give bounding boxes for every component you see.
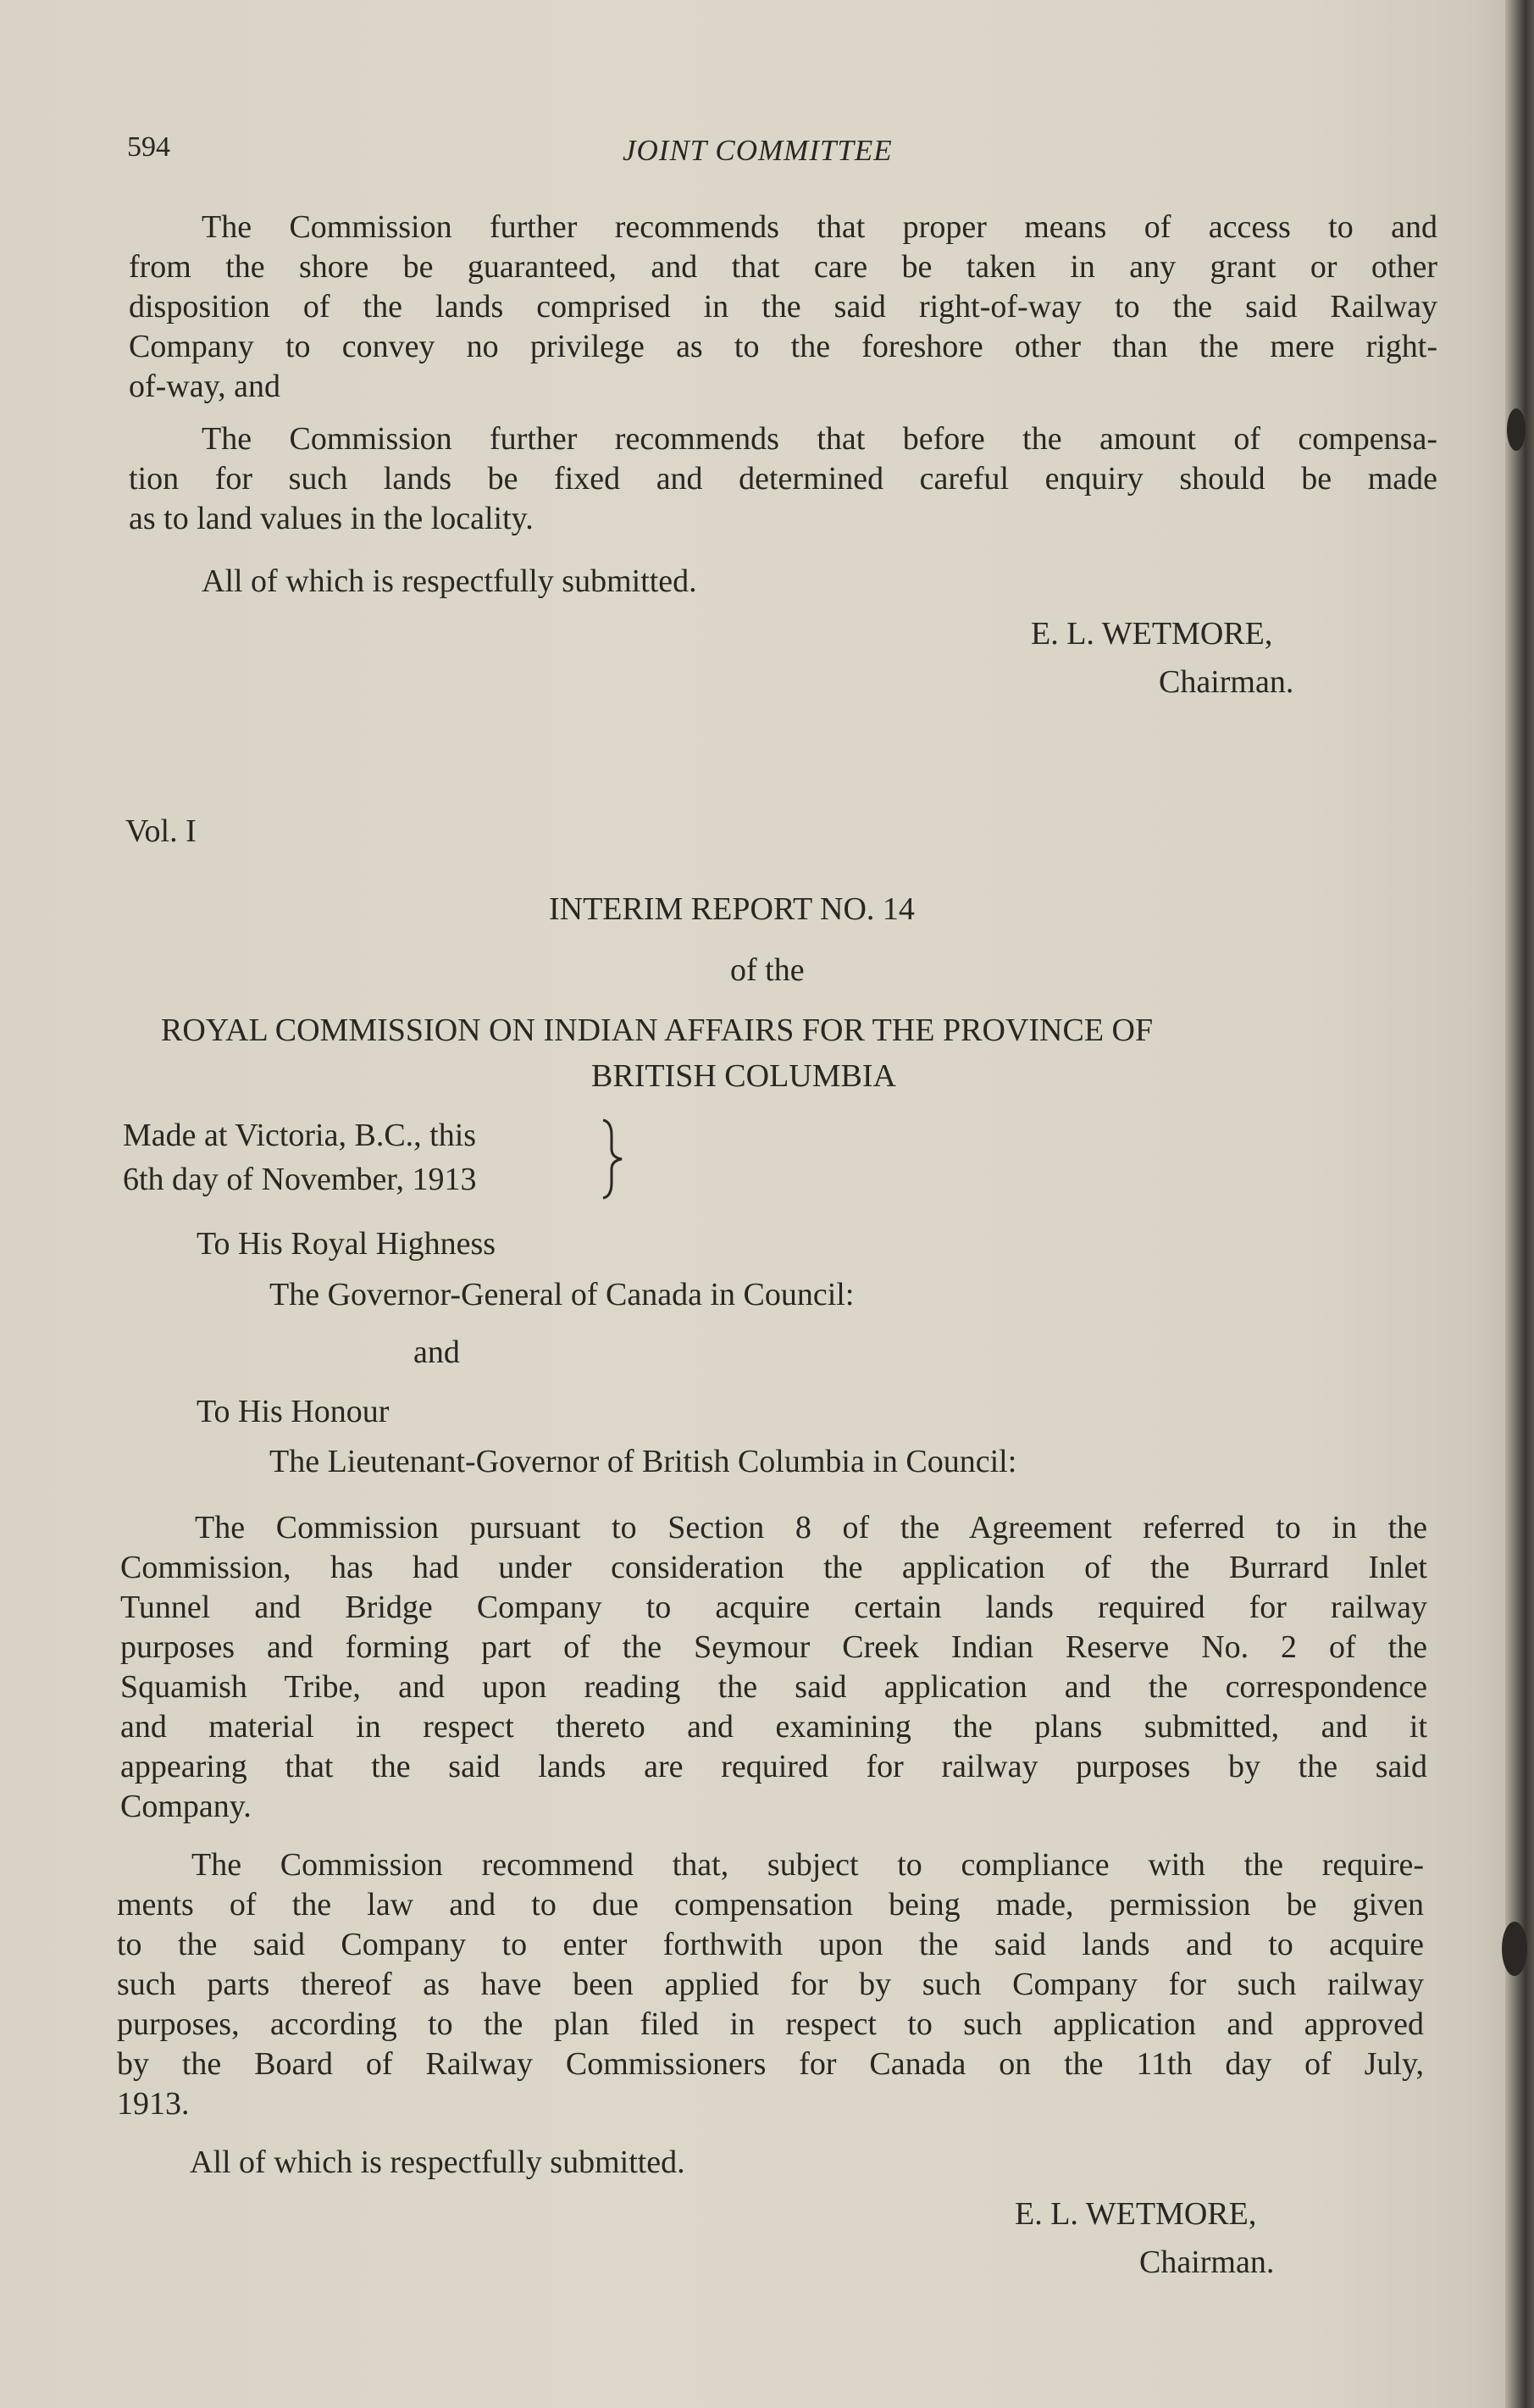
running-title: JOINT COMMITTEE [623,134,893,167]
text-line: Company. [120,1789,252,1824]
page-number: 594 [127,131,170,163]
text-line: The Commission pursuant to Section 8 of the Agreement referred to in the [195,1510,1427,1545]
signatory-title: Chairman. [1159,664,1294,700]
binding-mark [1502,1922,1527,1976]
addressee-1-detail: The Governor-General of Canada in Council: [269,1277,855,1312]
report-of-the: of the [730,952,805,988]
commission-name-line2: BRITISH COLUMBIA [591,1058,896,1094]
made-at-line2: 6th day of November, 1913 [123,1162,477,1197]
report-title: INTERIM REPORT NO. 14 [549,891,915,927]
text-line: Commission, has had under consideration the application of the Burrard Inlet [120,1550,1427,1585]
signatory-title: Chairman. [1139,2244,1275,2280]
addressee-2: To His Honour [197,1394,390,1429]
signatory-name: E. L. WETMORE, [1015,2196,1257,2232]
text-line: 1913. [117,2086,190,2122]
volume-marker: Vol. I [125,813,197,849]
closing-statement: All of which is respectfully submitted. [202,563,697,599]
text-line: ments of the law and to due compensation being made, permission be given [117,1887,1424,1923]
text-line: Tunnel and Bridge Company to acquire certain lands required for railway [120,1590,1427,1625]
paragraph-recommendation [117,1845,1424,2124]
text-line: of-way, and [129,369,281,404]
made-at-line1: Made at Victoria, B.C., this [123,1118,477,1153]
binding-mark [1507,408,1526,451]
page-binding-edge [1505,0,1534,2408]
text-line: disposition of the lands comprised in the said right-of-way to the said Railway [129,289,1437,325]
text-line: to the said Company to enter forthwith upon the said lands and to acquire [117,1927,1424,1962]
text-line: purposes, according to the plan filed in respect to such application and approved [117,2006,1424,2042]
text-line: by the Board of Railway Commissioners for Canada on the 11th day of July, [117,2046,1424,2082]
paragraph-compensation-enquiry [129,419,1437,539]
text-line: Company to convey no privilege as to the foreshore other than the mere right- [129,329,1437,364]
right-brace [600,1117,629,1201]
text-line: Squamish Tribe, and upon reading the said application and the correspondence [120,1669,1427,1705]
addressee-1: To His Royal Highness [197,1226,496,1262]
paragraph-application-consideration [120,1508,1427,1827]
text-line: and material in respect thereto and examining the plans submitted, and it [120,1709,1427,1745]
addressee-2-detail: The Lieutenant-Governor of British Columbia in Council: [269,1444,1017,1479]
text-line: appearing that the said lands are required for railway purposes by the said [120,1749,1427,1784]
commission-name-line1: ROYAL COMMISSION ON INDIAN AFFAIRS FOR THE PROVINCE OF [161,1013,1154,1048]
text-line: as to land values in the locality. [129,501,534,536]
text-line: from the shore be guaranteed, and that care be taken in any grant or other [129,249,1437,285]
text-line: purposes and forming part of the Seymour Creek Indian Reserve No. 2 of the [120,1629,1427,1665]
signatory-name: E. L. WETMORE, [1031,616,1273,652]
text-line: The Commission recommend that, subject to compliance with the require- [191,1847,1424,1883]
conjunction-and: and [413,1334,460,1370]
text-line: such parts thereof as have been applied for by such Company for such railway [117,1967,1424,2002]
text-line: tion for such lands be fixed and determined careful enquiry should be made [129,461,1437,497]
closing-statement: All of which is respectfully submitted. [190,2144,685,2180]
text-line: The Commission further recommends that before the amount of compensa- [202,421,1437,457]
text-line: The Commission further recommends that proper means of access to and [202,209,1437,245]
paragraph-access-to-shore [129,208,1437,407]
